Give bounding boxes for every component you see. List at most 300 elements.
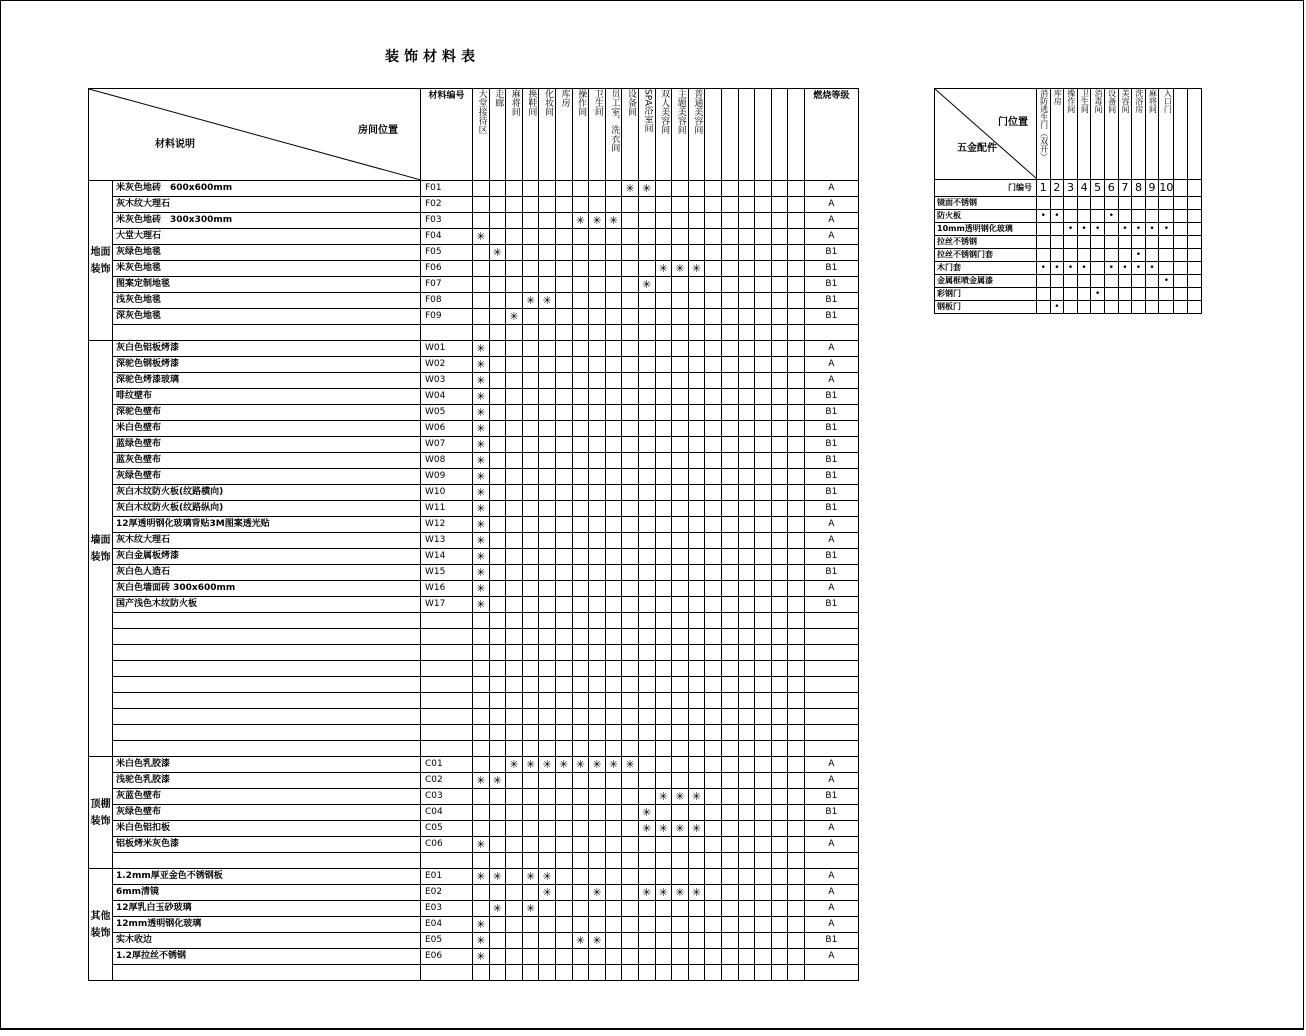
material-code: F03 xyxy=(421,213,473,229)
usage-cell xyxy=(589,597,606,613)
usage-cell xyxy=(572,661,589,677)
usage-cell xyxy=(738,389,755,405)
usage-cell xyxy=(555,869,572,885)
usage-cell xyxy=(539,485,556,501)
fire-grade: B1 xyxy=(804,469,858,485)
usage-dot: • xyxy=(1163,276,1169,286)
usage-cell xyxy=(721,677,738,693)
usage-cell xyxy=(721,613,738,629)
usage-cell xyxy=(506,533,523,549)
section-label: 顶棚装饰 xyxy=(89,757,113,869)
usage-mark: ✳ xyxy=(675,886,685,899)
usage-cell xyxy=(522,581,539,597)
usage-cell xyxy=(755,693,772,709)
usage-cell xyxy=(638,373,655,389)
usage-cell xyxy=(622,405,639,421)
hardware-cell xyxy=(1091,301,1105,314)
usage-cell xyxy=(572,757,589,773)
usage-cell xyxy=(771,197,788,213)
usage-cell xyxy=(755,597,772,613)
usage-cell xyxy=(605,437,622,453)
usage-dot: • xyxy=(1122,263,1128,273)
usage-cell xyxy=(688,517,705,533)
usage-cell xyxy=(589,565,606,581)
usage-cell xyxy=(721,549,738,565)
usage-cell xyxy=(755,245,772,261)
usage-cell xyxy=(771,597,788,613)
usage-cell xyxy=(506,741,523,757)
table-row xyxy=(89,949,859,965)
usage-cell xyxy=(622,213,639,229)
usage-cell xyxy=(605,725,622,741)
spare-cell xyxy=(788,965,805,981)
usage-cell xyxy=(721,213,738,229)
spare-cell xyxy=(788,501,805,517)
usage-cell xyxy=(522,901,539,917)
material-name: 灰白色人造石 xyxy=(113,565,421,581)
door-header: 卫生间 xyxy=(1077,89,1091,180)
usage-cell xyxy=(688,821,705,837)
usage-cell xyxy=(572,485,589,501)
usage-cell xyxy=(489,261,506,277)
usage-cell xyxy=(555,917,572,933)
usage-cell xyxy=(755,741,772,757)
usage-cell xyxy=(522,853,539,869)
hardware-cell xyxy=(1091,197,1105,210)
usage-cell xyxy=(605,901,622,917)
usage-cell xyxy=(688,949,705,965)
hardware-corner-bottom: 五金配件 xyxy=(957,143,997,154)
usage-mark: ✳ xyxy=(642,182,652,195)
usage-cell xyxy=(672,229,689,245)
usage-cell xyxy=(738,229,755,245)
table-row xyxy=(89,965,859,981)
table-row xyxy=(89,293,859,309)
usage-cell xyxy=(771,533,788,549)
usage-cell xyxy=(638,741,655,757)
material-name: 1.2mm厚亚金色不锈钢板 xyxy=(113,869,421,885)
usage-mark: ✳ xyxy=(691,886,702,899)
table-row xyxy=(935,288,1202,301)
usage-cell xyxy=(771,629,788,645)
usage-mark: ✳ xyxy=(592,214,602,227)
usage-cell xyxy=(506,325,523,341)
table-row xyxy=(89,661,859,677)
hardware-cell xyxy=(1132,288,1146,301)
usage-mark: ✳ xyxy=(476,566,486,579)
usage-cell xyxy=(755,901,772,917)
door-number: 9 xyxy=(1145,180,1159,197)
usage-cell xyxy=(473,533,490,549)
material-name xyxy=(113,709,421,725)
door-header: 洗浴房 xyxy=(1132,89,1146,180)
table-row xyxy=(89,229,859,245)
usage-cell xyxy=(655,309,672,325)
usage-cell xyxy=(605,741,622,757)
usage-cell xyxy=(672,421,689,437)
table-row xyxy=(89,245,859,261)
usage-cell xyxy=(705,773,722,789)
room-header xyxy=(705,89,722,181)
usage-cell xyxy=(638,197,655,213)
hardware-cell xyxy=(1187,223,1201,236)
usage-cell xyxy=(473,965,490,981)
usage-cell xyxy=(721,373,738,389)
usage-cell xyxy=(721,869,738,885)
hardware-cell xyxy=(1104,249,1118,262)
usage-cell xyxy=(755,549,772,565)
usage-cell xyxy=(672,485,689,501)
usage-cell xyxy=(555,757,572,773)
usage-cell xyxy=(638,885,655,901)
usage-cell xyxy=(473,757,490,773)
usage-cell xyxy=(539,949,556,965)
spare-cell xyxy=(788,837,805,853)
usage-cell xyxy=(473,565,490,581)
room-header: 换鞋间 xyxy=(522,89,539,181)
spare-cell xyxy=(788,549,805,565)
usage-cell xyxy=(655,357,672,373)
usage-cell xyxy=(721,917,738,933)
usage-cell xyxy=(721,725,738,741)
material-code xyxy=(421,661,473,677)
usage-cell xyxy=(506,677,523,693)
usage-cell xyxy=(721,501,738,517)
usage-cell xyxy=(489,917,506,933)
usage-cell xyxy=(705,373,722,389)
usage-cell xyxy=(672,293,689,309)
hardware-cell xyxy=(1077,236,1091,249)
usage-cell xyxy=(605,453,622,469)
usage-cell xyxy=(655,597,672,613)
door-number: 7 xyxy=(1118,180,1132,197)
usage-cell xyxy=(755,261,772,277)
table-row xyxy=(89,341,859,357)
page-title: 装饰材料表 xyxy=(385,49,480,65)
material-code: E01 xyxy=(421,869,473,885)
usage-cell xyxy=(572,229,589,245)
hardware-cell xyxy=(1118,301,1132,314)
hardware-name: 防火板 xyxy=(935,210,1037,223)
usage-cell xyxy=(771,901,788,917)
hardware-cell xyxy=(1174,197,1188,210)
usage-cell xyxy=(705,421,722,437)
usage-cell xyxy=(539,869,556,885)
usage-cell xyxy=(572,725,589,741)
usage-cell xyxy=(638,869,655,885)
material-name: 灰木纹大理石 xyxy=(113,533,421,549)
usage-cell xyxy=(622,389,639,405)
usage-cell xyxy=(572,869,589,885)
usage-cell xyxy=(489,501,506,517)
usage-cell xyxy=(489,341,506,357)
usage-cell xyxy=(522,725,539,741)
usage-cell xyxy=(572,629,589,645)
usage-cell xyxy=(489,869,506,885)
material-name: 米灰色地砖 300x300mm xyxy=(113,213,421,229)
usage-cell xyxy=(473,485,490,501)
usage-cell xyxy=(655,693,672,709)
usage-cell xyxy=(555,597,572,613)
usage-cell xyxy=(738,309,755,325)
spare-cell xyxy=(788,725,805,741)
usage-cell xyxy=(638,453,655,469)
usage-cell xyxy=(721,885,738,901)
usage-cell xyxy=(539,533,556,549)
usage-cell xyxy=(638,549,655,565)
usage-cell xyxy=(539,277,556,293)
spare-cell xyxy=(788,949,805,965)
usage-cell xyxy=(738,213,755,229)
material-code: C05 xyxy=(421,821,473,837)
usage-cell xyxy=(738,933,755,949)
usage-cell xyxy=(589,581,606,597)
usage-cell xyxy=(622,293,639,309)
usage-cell xyxy=(721,789,738,805)
usage-cell xyxy=(771,421,788,437)
material-code: W03 xyxy=(421,373,473,389)
usage-cell xyxy=(721,597,738,613)
usage-cell xyxy=(721,421,738,437)
usage-cell xyxy=(506,917,523,933)
usage-cell xyxy=(705,725,722,741)
usage-cell xyxy=(555,837,572,853)
hardware-name: 木门套 xyxy=(935,262,1037,275)
usage-mark: ✳ xyxy=(525,870,536,883)
usage-mark: ✳ xyxy=(658,822,668,835)
hardware-cell xyxy=(1064,223,1078,236)
usage-cell xyxy=(589,181,606,197)
usage-cell xyxy=(539,261,556,277)
usage-cell xyxy=(555,821,572,837)
hardware-cell xyxy=(1187,197,1201,210)
usage-cell xyxy=(638,693,655,709)
usage-cell xyxy=(655,421,672,437)
material-code xyxy=(421,325,473,341)
usage-cell xyxy=(738,949,755,965)
material-code-header: 材料编号 xyxy=(421,89,473,181)
usage-cell xyxy=(672,885,689,901)
usage-cell xyxy=(705,629,722,645)
usage-cell xyxy=(473,869,490,885)
usage-cell xyxy=(522,549,539,565)
usage-cell xyxy=(655,517,672,533)
room-header: 麻将间 xyxy=(506,89,523,181)
hardware-cell xyxy=(1187,288,1201,301)
hardware-cell xyxy=(1091,223,1105,236)
usage-cell xyxy=(672,581,689,597)
usage-cell xyxy=(672,533,689,549)
usage-cell xyxy=(572,597,589,613)
usage-cell xyxy=(605,245,622,261)
usage-cell xyxy=(539,469,556,485)
usage-cell xyxy=(771,693,788,709)
usage-cell xyxy=(605,325,622,341)
usage-mark: ✳ xyxy=(525,758,536,771)
usage-cell xyxy=(539,853,556,869)
table-row xyxy=(89,837,859,853)
material-name xyxy=(113,725,421,741)
usage-cell xyxy=(522,453,539,469)
usage-dot: • xyxy=(1108,263,1114,273)
usage-cell xyxy=(771,373,788,389)
usage-cell xyxy=(572,261,589,277)
usage-cell xyxy=(755,661,772,677)
material-code: W02 xyxy=(421,357,473,373)
material-name xyxy=(113,661,421,677)
door-header: 入口门 xyxy=(1159,89,1174,180)
spare-cell xyxy=(788,901,805,917)
fire-grade: B1 xyxy=(804,933,858,949)
hardware-cell xyxy=(1187,275,1201,288)
usage-cell xyxy=(589,373,606,389)
usage-cell xyxy=(506,437,523,453)
usage-cell xyxy=(705,293,722,309)
usage-dot: • xyxy=(1081,263,1087,273)
spare-cell xyxy=(788,613,805,629)
usage-cell xyxy=(672,949,689,965)
material-code: F04 xyxy=(421,229,473,245)
section-label: 墙面装饰 xyxy=(89,341,113,757)
usage-cell xyxy=(572,581,589,597)
usage-cell xyxy=(755,181,772,197)
usage-cell xyxy=(489,357,506,373)
hardware-cell xyxy=(1050,275,1064,288)
hardware-cell xyxy=(1104,301,1118,314)
usage-cell xyxy=(738,613,755,629)
room-header: 主题美容间 xyxy=(672,89,689,181)
material-name xyxy=(113,613,421,629)
usage-cell xyxy=(473,549,490,565)
usage-cell xyxy=(771,757,788,773)
usage-cell xyxy=(672,677,689,693)
usage-cell xyxy=(589,757,606,773)
usage-cell xyxy=(622,357,639,373)
hardware-cell xyxy=(1145,288,1159,301)
usage-cell xyxy=(489,965,506,981)
usage-mark: ✳ xyxy=(592,758,602,771)
usage-cell xyxy=(506,197,523,213)
usage-cell xyxy=(655,853,672,869)
usage-dot: • xyxy=(1067,224,1074,234)
usage-mark: ✳ xyxy=(542,870,552,883)
usage-cell xyxy=(622,965,639,981)
usage-mark: ✳ xyxy=(642,886,652,899)
usage-cell xyxy=(721,773,738,789)
material-code: F02 xyxy=(421,197,473,213)
hardware-cell xyxy=(1132,236,1146,249)
usage-cell xyxy=(589,357,606,373)
usage-cell xyxy=(688,325,705,341)
material-code: W14 xyxy=(421,549,473,565)
usage-cell xyxy=(771,869,788,885)
hardware-name: 拉丝不锈钢门套 xyxy=(935,249,1037,262)
usage-cell xyxy=(506,853,523,869)
usage-mark: ✳ xyxy=(476,870,486,883)
material-name: 深驼色钢板烤漆 xyxy=(113,357,421,373)
usage-cell xyxy=(672,181,689,197)
usage-cell xyxy=(605,421,622,437)
usage-cell xyxy=(589,517,606,533)
usage-cell xyxy=(589,469,606,485)
usage-cell xyxy=(506,693,523,709)
usage-cell xyxy=(755,757,772,773)
usage-cell xyxy=(572,677,589,693)
usage-cell xyxy=(655,373,672,389)
usage-cell xyxy=(672,757,689,773)
usage-cell xyxy=(622,581,639,597)
table-row xyxy=(89,213,859,229)
usage-cell xyxy=(539,885,556,901)
usage-cell xyxy=(555,565,572,581)
usage-mark: ✳ xyxy=(476,534,486,547)
table-row xyxy=(89,421,859,437)
spare-cell xyxy=(788,213,805,229)
usage-cell xyxy=(572,533,589,549)
usage-cell xyxy=(555,373,572,389)
hardware-cell xyxy=(1159,236,1174,249)
usage-mark: ✳ xyxy=(476,358,486,371)
usage-cell xyxy=(755,885,772,901)
usage-mark: ✳ xyxy=(625,182,635,195)
usage-cell xyxy=(539,373,556,389)
table-row xyxy=(89,405,859,421)
usage-cell xyxy=(771,789,788,805)
room-header: 双人美容间 xyxy=(655,89,672,181)
hardware-cell xyxy=(1145,236,1159,249)
usage-cell xyxy=(655,229,672,245)
usage-cell xyxy=(638,949,655,965)
usage-cell xyxy=(705,229,722,245)
usage-cell xyxy=(605,373,622,389)
spare-cell xyxy=(788,421,805,437)
usage-cell xyxy=(572,309,589,325)
usage-cell xyxy=(771,949,788,965)
usage-cell xyxy=(688,341,705,357)
table-row xyxy=(89,709,859,725)
room-header xyxy=(771,89,788,181)
usage-cell xyxy=(755,917,772,933)
material-name: 6mm清镜 xyxy=(113,885,421,901)
usage-cell xyxy=(473,821,490,837)
usage-cell xyxy=(622,725,639,741)
usage-cell xyxy=(473,789,490,805)
usage-cell xyxy=(605,533,622,549)
usage-cell xyxy=(605,405,622,421)
usage-cell xyxy=(572,293,589,309)
material-code: W11 xyxy=(421,501,473,517)
usage-cell xyxy=(555,949,572,965)
hardware-cell xyxy=(1037,210,1051,223)
usage-cell xyxy=(638,901,655,917)
usage-cell xyxy=(522,485,539,501)
usage-cell xyxy=(605,389,622,405)
hardware-cell xyxy=(1104,197,1118,210)
usage-cell xyxy=(755,501,772,517)
usage-cell xyxy=(522,965,539,981)
table-row xyxy=(89,677,859,693)
material-code: F09 xyxy=(421,309,473,325)
usage-cell xyxy=(555,901,572,917)
usage-dot: • xyxy=(1095,224,1101,234)
usage-cell xyxy=(688,901,705,917)
usage-cell xyxy=(705,645,722,661)
usage-cell xyxy=(555,517,572,533)
hardware-name: 金属框喷金属漆 xyxy=(935,275,1037,288)
usage-cell xyxy=(555,261,572,277)
usage-cell xyxy=(672,437,689,453)
hardware-cell xyxy=(1091,288,1105,301)
